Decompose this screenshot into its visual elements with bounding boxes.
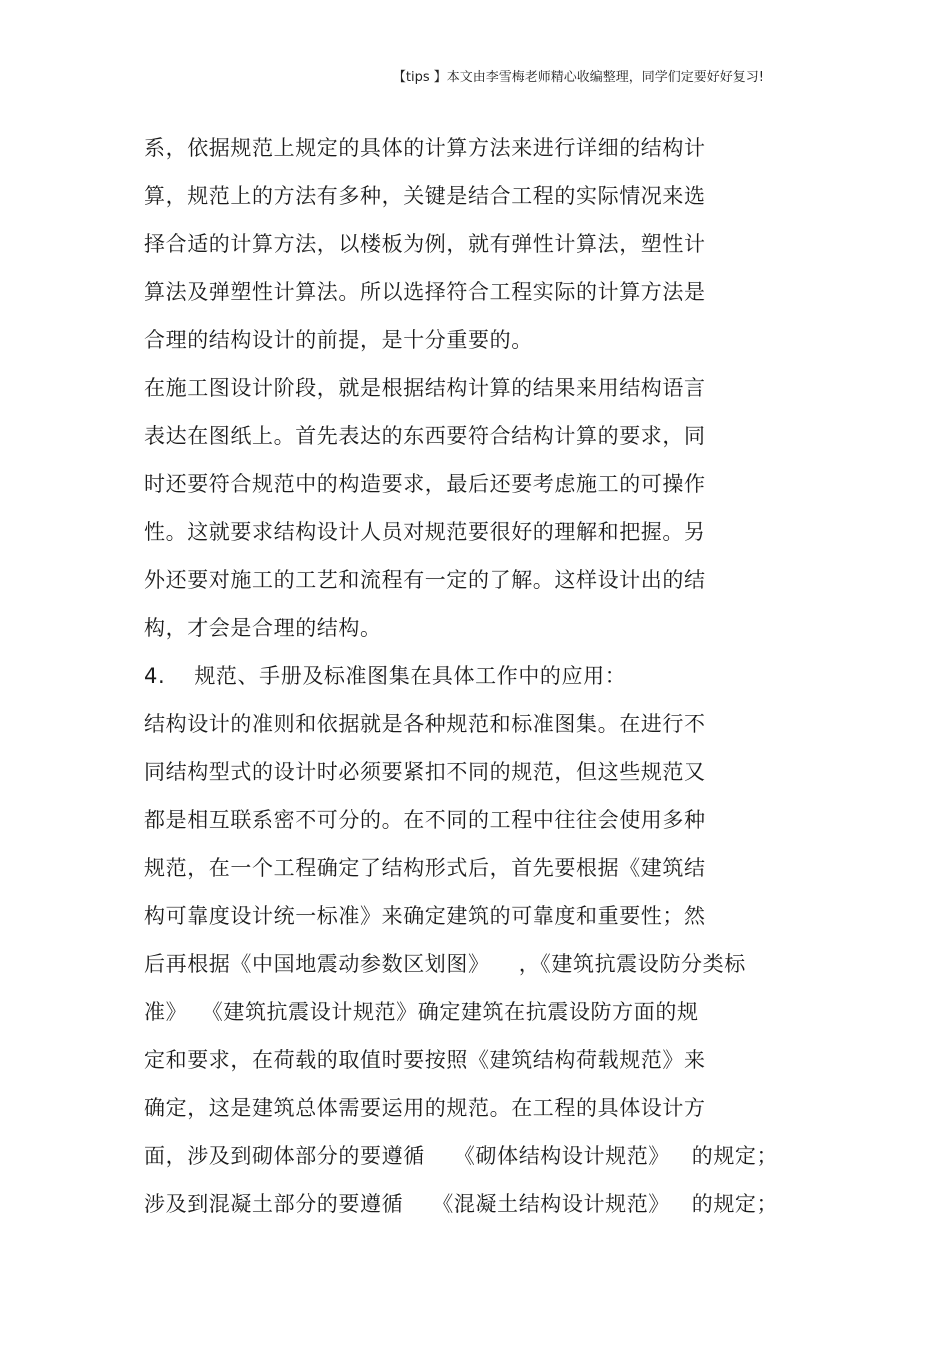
- body-text-line: 准》 《建筑抗震设计规范》确定建筑在抗震设防方面的规: [144, 1000, 699, 1024]
- body-text-line: 规范，在一个工程确定了结构形式后，首先要根据《建筑结: [144, 856, 706, 880]
- body-text-line: 确定，这是建筑总体需要运用的规范。在工程的具体设计方: [144, 1096, 706, 1120]
- body-text-line: 算，规范上的方法有多种，关键是结合工程的实际情况来选: [144, 184, 706, 208]
- body-text-line: 择合适的计算方法，以楼板为例，就有弹性计算法，塑性计: [144, 232, 706, 256]
- body-text-line: 涉及到混凝土部分的要遵循 《混凝土结构设计规范》 的规定；: [144, 1192, 779, 1216]
- body-text-line: 构，才会是合理的结构。: [144, 616, 382, 640]
- body-text-line: 在施工图设计阶段，就是根据结构计算的结果来用结构语言: [144, 376, 706, 400]
- body-text-line: 时还要符合规范中的构造要求，最后还要考虑施工的可操作: [144, 472, 706, 496]
- header-tip-note: 【tips 】本文由李雪梅老师精心收编整理，同学们定要好好复习!: [392, 70, 764, 85]
- section-heading: 4. 规范、手册及标准图集在具体工作中的应用：: [144, 664, 627, 688]
- body-text-line: 外还要对施工的工艺和流程有一定的了解。这样设计出的结: [144, 568, 706, 592]
- body-text-line: 表达在图纸上。首先表达的东西要符合结构计算的要求，同: [144, 424, 706, 448]
- body-text-line: 面，涉及到砌体部分的要遵循 《砌体结构设计规范》 的规定；: [144, 1144, 779, 1168]
- body-text-line: 后再根据《中国地震动参数区划图》 ，《建筑抗震设防分类标: [144, 952, 746, 976]
- body-text-line: 同结构型式的设计时必须要紧扣不同的规范，但这些规范又: [144, 760, 706, 784]
- body-text-line: 算法及弹塑性计算法。所以选择符合工程实际的计算方法是: [144, 280, 706, 304]
- body-text-line: 结构设计的准则和依据就是各种规范和标准图集。在进行不: [144, 712, 706, 736]
- body-text-line: 构可靠度设计统一标准》来确定建筑的可靠度和重要性；然: [144, 904, 706, 928]
- body-text-line: 性。这就要求结构设计人员对规范要很好的理解和把握。另: [144, 520, 706, 544]
- document-body: [144, 124, 824, 1228]
- body-text-line: 都是相互联系密不可分的。在不同的工程中往往会使用多种: [144, 808, 706, 832]
- body-text-line: 系，依据规范上规定的具体的计算方法来进行详细的结构计: [144, 136, 706, 160]
- body-text-line: 定和要求，在荷载的取值时要按照《建筑结构荷载规范》来: [144, 1048, 706, 1072]
- body-text-line: 合理的结构设计的前提，是十分重要的。: [144, 328, 533, 352]
